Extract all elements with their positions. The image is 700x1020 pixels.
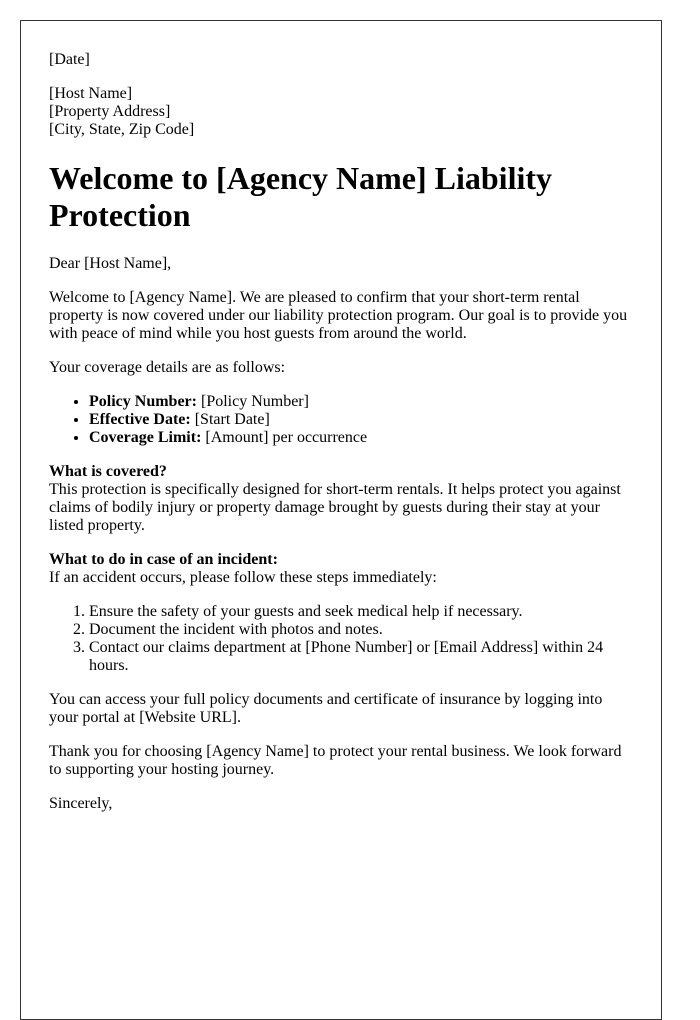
signoff: Sincerely, <box>49 795 113 812</box>
what-is-covered-heading: What is covered? <box>49 463 167 480</box>
what-is-covered-body: This protection is specifically designed for short-term rentals. It helps protect you against claims of bodily injury or property damage brought by guests during their stay at your listed property. <box>49 481 621 534</box>
portal-paragraph: You can access your full policy documents and certificate of insurance by logging into your portal at [Website URL]. <box>49 691 603 726</box>
recipient-address: [Property Address] <box>49 103 171 120</box>
coverage-detail-value: [Start Date] <box>190 411 270 428</box>
coverage-detail-value: [Amount] per occurrence <box>201 429 368 446</box>
coverage-intro: Your coverage details are as follows: <box>49 359 286 376</box>
incident-step: 1. Ensure the safety of your guests and seek medical help if necessary. <box>89 603 633 621</box>
incident-intro: If an accident occurs, please follow these steps immediately: <box>49 569 437 586</box>
coverage-detail-value: [Policy Number] <box>196 393 309 410</box>
recipient-name: [Host Name] <box>49 85 133 102</box>
incident-step: 2. Document the incident with photos and notes. <box>89 621 633 639</box>
intro-paragraph: Welcome to [Agency Name]. We are pleased to confirm that your short-term rental property is now covered under our liability protection program. Our goal is to provide you with peace of mind while you host guests from around the world. <box>49 289 628 342</box>
incident-section <box>49 551 633 587</box>
recipient-city-state-zip: [City, State, Zip Code] <box>49 121 195 138</box>
coverage-detail-label: Coverage Limit: <box>89 429 202 446</box>
coverage-detail-policy-number <box>89 393 633 411</box>
letter-title: Welcome to [Agency Name] Liability Protection <box>49 160 552 233</box>
incident-step: 3. Contact our claims department at [Phone Number] or [Email Address] within 24 hours. <box>89 639 633 675</box>
incident-steps-list <box>49 603 633 675</box>
salutation: Dear [Host Name], <box>49 255 172 272</box>
coverage-detail-coverage-limit <box>89 429 633 447</box>
date-line: [Date] <box>49 51 90 68</box>
coverage-detail-label: Policy Number: <box>89 393 197 410</box>
coverage-detail-label: Effective Date: <box>89 411 191 428</box>
coverage-details-list <box>49 393 633 447</box>
closing-paragraph: Thank you for choosing [Agency Name] to protect your rental business. We look forward to supporting your hosting journey. <box>49 743 622 778</box>
incident-heading: What to do in case of an incident: <box>49 551 278 568</box>
coverage-detail-effective-date <box>89 411 633 429</box>
letter-document <box>20 20 662 1020</box>
recipient-block <box>49 85 633 139</box>
what-is-covered-section <box>49 463 633 535</box>
